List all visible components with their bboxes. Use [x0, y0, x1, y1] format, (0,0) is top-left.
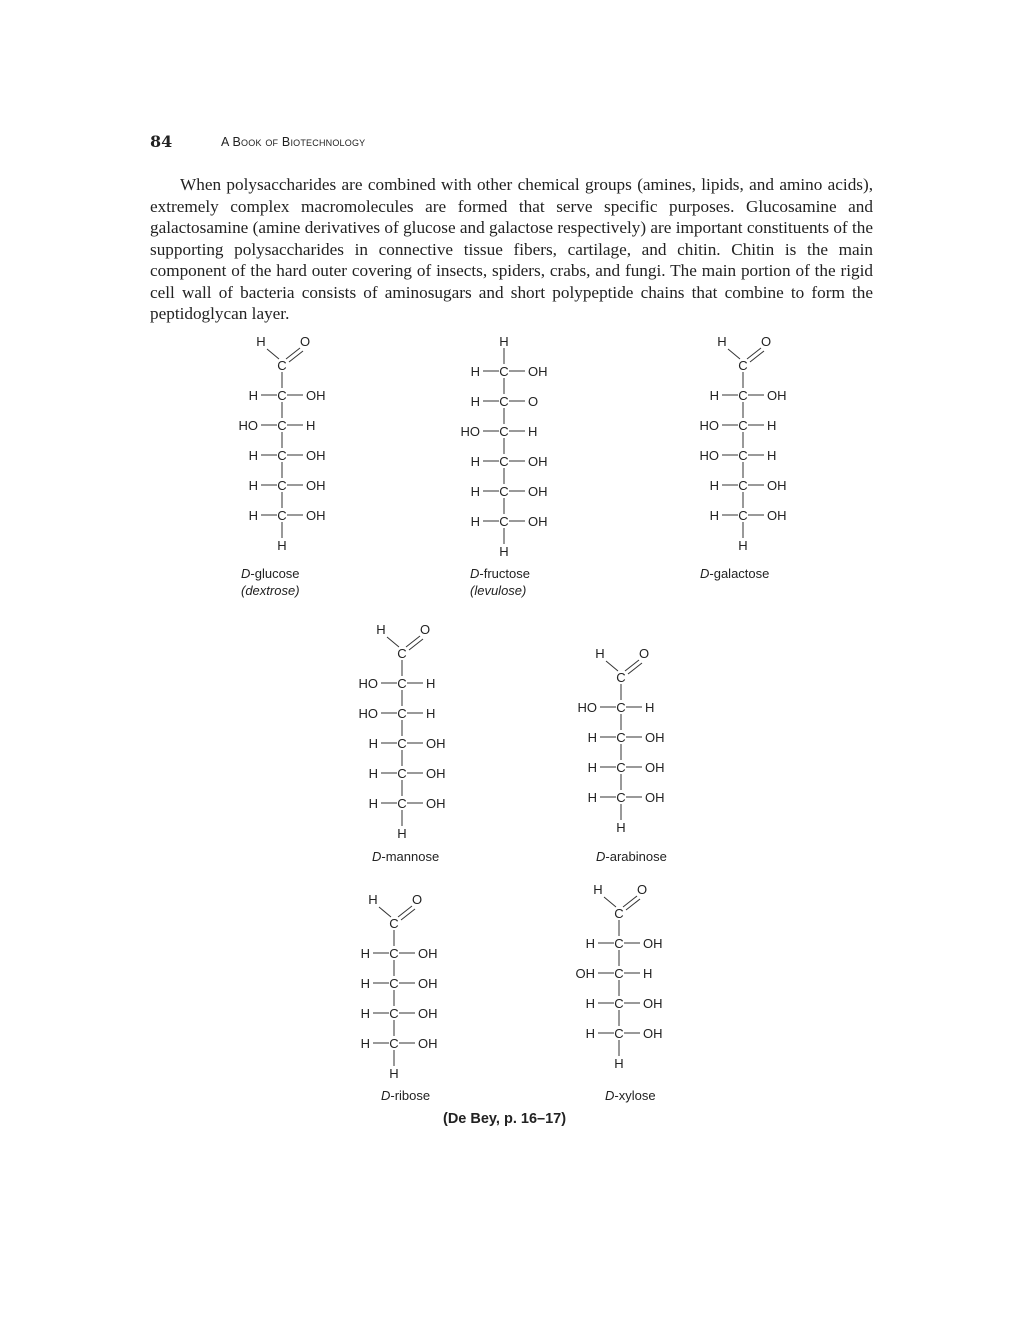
carbon-atom-label: C	[277, 478, 287, 493]
carbon-atom-label: C	[614, 936, 624, 951]
right-substituent-label: OH	[767, 508, 787, 523]
right-substituent-label: OH	[767, 388, 787, 403]
caption-fructose	[470, 565, 530, 599]
oxygen-atom-label: O	[760, 334, 772, 349]
carbon-atom-label: C	[397, 676, 407, 691]
hydrogen-atom-label: H	[738, 538, 748, 553]
aldehyde-double-bond	[409, 639, 423, 650]
mannose-fischer-projection	[344, 622, 514, 852]
carbon-atom-label: C	[614, 906, 624, 921]
right-substituent-label: OH	[426, 796, 446, 811]
left-substituent-label: HO	[460, 424, 480, 439]
right-substituent-label: OH	[426, 766, 446, 781]
oxygen-atom-label: O	[419, 622, 431, 637]
hydrogen-atom-label: H	[499, 544, 509, 559]
left-substituent-label: H	[709, 478, 719, 493]
caption-prefix: D	[381, 1088, 391, 1103]
carbon-atom-label: C	[614, 966, 624, 981]
aldehyde-double-bond	[406, 636, 420, 647]
carbon-atom-label: C	[277, 388, 287, 403]
left-substituent-label: H	[587, 730, 597, 745]
hydrogen-atom-label: H	[397, 826, 407, 841]
carbon-atom-label: C	[499, 484, 509, 499]
caption-prefix: D	[241, 566, 251, 581]
carbon-atom-label: C	[277, 448, 287, 463]
caption-sub: (levulose)	[470, 583, 527, 598]
left-substituent-label: H	[360, 976, 370, 991]
right-substituent-label: H	[767, 418, 777, 433]
carbon-atom-label: C	[738, 508, 748, 523]
hydrogen-atom-label: H	[499, 334, 509, 349]
left-substituent-label: H	[248, 388, 258, 403]
caption-prefix: D	[470, 566, 480, 581]
aldehyde-double-bond	[623, 896, 637, 907]
right-substituent-label: OH	[306, 478, 326, 493]
hydrogen-atom-label: H	[593, 882, 603, 897]
right-substituent-label: OH	[306, 448, 326, 463]
right-substituent-label: H	[426, 676, 436, 691]
left-substituent-label: H	[709, 508, 719, 523]
page-number: 84	[150, 132, 173, 151]
carbon-atom-label: C	[616, 670, 626, 685]
caption-xylose	[605, 1087, 656, 1104]
right-substituent-label: OH	[306, 508, 326, 523]
left-substituent-label: H	[585, 996, 595, 1011]
right-substituent-label: OH	[306, 388, 326, 403]
left-substituent-label: H	[248, 448, 258, 463]
oxygen-atom-label: O	[299, 334, 311, 349]
right-substituent-label: OH	[418, 1006, 438, 1021]
caption-prefix: D	[700, 566, 710, 581]
carbon-atom-label: C	[738, 478, 748, 493]
right-substituent-label: H	[426, 706, 436, 721]
carbon-atom-label: C	[738, 448, 748, 463]
oxygen-atom-label: O	[411, 892, 423, 907]
hydrogen-atom-label: H	[614, 1056, 624, 1071]
left-substituent-label: H	[470, 454, 480, 469]
left-substituent-label: H	[360, 1036, 370, 1051]
right-substituent-label: H	[643, 966, 653, 981]
body-paragraph: When polysaccharides are combined with other chemical groups (amines, lipids, and amino acids), extremely complex macromolecules are formed that serve specific purposes. Glucosamine and galactosamine (amine derivatives of glucose and galactose respectively) are important constituents of the supporting polysaccharides in connective tissue fibers, cartilage, and chitin. Chitin is the main component of the hard outer covering of insects, spiders, crabs, and fungi. The main portion of the rigid cell wall of bacteria consists of aminosugars and short polypeptide chains that combine to form the peptidoglycan layer.	[150, 175, 873, 323]
caption-name: -xylose	[614, 1088, 656, 1103]
left-substituent-label: H	[587, 760, 597, 775]
caption-name: -arabinose	[605, 849, 667, 864]
caption-mannose	[372, 848, 439, 865]
oxygen-atom-label: O	[636, 882, 648, 897]
carbon-atom-label: C	[277, 358, 287, 373]
caption-arabinose	[596, 848, 667, 865]
left-substituent-label: HO	[699, 418, 719, 433]
carbon-atom-label: C	[738, 388, 748, 403]
aldehyde-double-bond	[398, 906, 412, 917]
hydrogen-atom-label: H	[376, 622, 386, 637]
left-substituent-label: H	[585, 1026, 595, 1041]
carbon-atom-label: C	[397, 766, 407, 781]
carbon-atom-label: C	[397, 646, 407, 661]
ribose-fischer-projection	[336, 892, 506, 1092]
left-substituent-label: H	[248, 478, 258, 493]
structure-ribose	[336, 892, 506, 1182]
glucose-fischer-projection	[224, 334, 394, 564]
hydrogen-atom-label: H	[277, 538, 287, 553]
right-substituent-label: OH	[528, 364, 548, 379]
caption-prefix: D	[372, 849, 382, 864]
carbon-atom-label: C	[499, 364, 509, 379]
right-substituent-label: OH	[528, 454, 548, 469]
right-substituent-label: OH	[643, 936, 663, 951]
left-substituent-label: H	[368, 796, 378, 811]
caption-prefix: D	[605, 1088, 615, 1103]
oxygen-atom-label: O	[638, 646, 650, 661]
figure-citation: (De Bey, p. 16–17)	[443, 1111, 567, 1127]
right-substituent-label: OH	[645, 790, 665, 805]
left-substituent-label: H	[368, 736, 378, 751]
carbon-atom-label: C	[397, 796, 407, 811]
right-substituent-label: OH	[645, 760, 665, 775]
aldehyde-double-bond	[401, 909, 415, 920]
carbon-atom-label: C	[397, 736, 407, 751]
carbon-atom-label: C	[616, 760, 626, 775]
right-substituent-label: OH	[528, 484, 548, 499]
right-substituent-label: OH	[643, 1026, 663, 1041]
caption-name: -mannose	[381, 849, 440, 864]
right-substituent-label: OH	[528, 514, 548, 529]
right-substituent-label: OH	[645, 730, 665, 745]
running-head: A Book of Biotechnology	[221, 135, 366, 149]
hydrogen-atom-label: H	[389, 1066, 399, 1081]
carbon-atom-label: C	[389, 1036, 399, 1051]
aldehyde-double-bond	[628, 663, 642, 674]
hydrogen-atom-label: H	[368, 892, 378, 907]
right-substituent-label: H	[306, 418, 316, 433]
right-substituent-label: OH	[418, 1036, 438, 1051]
left-substituent-label: H	[585, 936, 595, 951]
caption-name: -galactose	[709, 566, 770, 581]
carbon-atom-label: C	[389, 946, 399, 961]
aldehyde-double-bond	[750, 351, 764, 362]
left-substituent-label: H	[360, 946, 370, 961]
right-substituent-label: OH	[426, 736, 446, 751]
left-substituent-label: H	[248, 508, 258, 523]
carbon-atom-label: C	[389, 916, 399, 931]
hydrogen-atom-label: H	[616, 820, 626, 835]
carbon-atom-label: C	[499, 454, 509, 469]
hydrogen-atom-label: H	[717, 334, 727, 349]
carbon-atom-label: C	[499, 394, 509, 409]
aldehyde-double-bond	[625, 660, 639, 671]
aldehyde-double-bond	[286, 348, 300, 359]
carbon-atom-label: C	[397, 706, 407, 721]
carbon-atom-label: C	[499, 424, 509, 439]
caption-prefix: D	[596, 849, 606, 864]
left-substituent-label: H	[368, 766, 378, 781]
caption-name: -fructose	[479, 566, 530, 581]
left-substituent-label: OH	[575, 966, 595, 981]
carbon-atom-label: C	[389, 976, 399, 991]
fructose-fischer-projection	[446, 334, 616, 564]
right-substituent-label: OH	[643, 996, 663, 1011]
right-substituent-label: OH	[767, 478, 787, 493]
right-substituent-label: OH	[418, 946, 438, 961]
left-substituent-label: HO	[358, 676, 378, 691]
right-substituent-label: OH	[418, 976, 438, 991]
left-substituent-label: H	[470, 394, 480, 409]
xylose-fischer-projection	[561, 882, 731, 1082]
carbon-atom-label: C	[614, 996, 624, 1011]
left-substituent-label: HO	[699, 448, 719, 463]
caption-glucose	[241, 565, 300, 599]
aldehyde-double-bond	[289, 351, 303, 362]
caption-name: -ribose	[390, 1088, 431, 1103]
right-substituent-label: H	[528, 424, 538, 439]
left-substituent-label: H	[470, 364, 480, 379]
left-substituent-label: H	[470, 484, 480, 499]
hydrogen-atom-label: H	[595, 646, 605, 661]
carbon-atom-label: C	[738, 418, 748, 433]
caption-ribose	[381, 1087, 430, 1104]
right-substituent-label: H	[767, 448, 777, 463]
carbon-atom-label: C	[499, 514, 509, 529]
aldehyde-double-bond	[747, 348, 761, 359]
left-substituent-label: H	[587, 790, 597, 805]
left-substituent-label: HO	[577, 700, 597, 715]
page-header	[150, 132, 870, 154]
left-substituent-label: H	[709, 388, 719, 403]
carbon-atom-label: C	[614, 1026, 624, 1041]
carbon-atom-label: C	[277, 418, 287, 433]
caption-name: -glucose	[250, 566, 300, 581]
carbon-atom-label: C	[389, 1006, 399, 1021]
arabinose-fischer-projection	[563, 646, 733, 846]
right-substituent-label: H	[645, 700, 655, 715]
carbon-atom-label: C	[616, 790, 626, 805]
left-substituent-label: HO	[358, 706, 378, 721]
carbon-atom-label: C	[616, 700, 626, 715]
carbon-atom-label: C	[738, 358, 748, 373]
carbon-atom-label: C	[277, 508, 287, 523]
caption-galactose	[700, 565, 769, 582]
left-substituent-label: HO	[238, 418, 258, 433]
structure-xylose	[561, 882, 731, 1172]
right-substituent-label: O	[528, 394, 539, 409]
caption-sub: (dextrose)	[241, 583, 300, 598]
galactose-fischer-projection	[685, 334, 855, 564]
hydrogen-atom-label: H	[256, 334, 266, 349]
carbon-atom-label: C	[616, 730, 626, 745]
aldehyde-double-bond	[626, 899, 640, 910]
left-substituent-label: H	[470, 514, 480, 529]
left-substituent-label: H	[360, 1006, 370, 1021]
structure-mannose	[344, 622, 514, 912]
